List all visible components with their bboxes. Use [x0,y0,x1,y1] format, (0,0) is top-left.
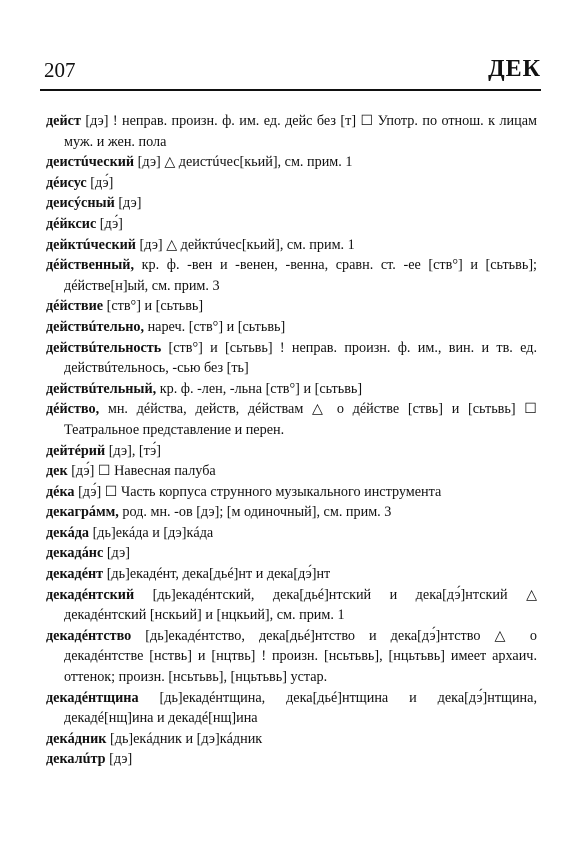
entry-headword: декадéнтщина [46,689,139,706]
entry-body: род. мн. -ов [дэ]; [м одиночный], см. прим. 3 [118,504,392,521]
dictionary-entry [46,338,537,379]
entry-headword: дейст [46,113,81,129]
entry-headword: дейктúческий [46,236,136,253]
dictionary-entry [46,543,537,564]
dictionary-entry [46,173,537,194]
dictionary-entry [46,482,537,503]
entry-headword: дéйство, [46,401,100,418]
dictionary-entry [46,235,537,256]
entry-body: [дэ́] ☐ Навесная палуба [67,463,216,480]
entry-body: [ств°] и [сьтьвь] ! неправ. произн. ф. им., вин. и тв. ед. действúтельнось, -сью без [ть] [64,339,537,377]
entry-headword: декалúтр [46,751,106,768]
entry-headword: декадéнт [46,566,104,583]
guide-word: ДЕК [488,56,541,82]
entry-body: [дэ] ! неправ. произн. ф. им. ед. дейс без [т] ☐ Употр. по отнош. к лицам муж. и жен. пола [64,113,537,150]
entry-headword: деистúческий [46,154,135,171]
page-header [40,58,541,88]
dictionary-entry [46,523,537,544]
entry-body: [дь]екáдник и [дэ]кáдник [106,730,263,747]
dictionary-entry [46,317,537,338]
entry-headword: декадéнтство [46,627,132,644]
dictionary-entry [46,749,537,770]
entry-headword: действúтельность [46,339,162,356]
entry-body: [дэ] [105,751,133,768]
entry-body: нареч. [ств°] и [сьтьвь] [144,318,286,335]
dictionary-entry [46,214,537,235]
entry-body: [дэ], [тэ́] [105,442,161,459]
dictionary-entry [46,626,537,688]
entry-body: [дь]екáда и [дэ]кáда [89,524,214,541]
dictionary-entry [46,585,537,626]
dictionary-entry [46,441,537,462]
entry-body: [дэ́] ☐ Часть корпуса струнного музыкального инструмента [74,483,442,500]
entry-headword: дейтéрий [46,442,106,459]
dictionary-entry [46,111,537,152]
entry-headword: дéйствие [46,298,104,315]
entry-body: [дэ́] [96,215,123,232]
entry-body: [дь]екадéнтщина, дека[дьé]нтщина и дека[дэ́]нтщина, декадé[нщ]ина и декадé[нщ]ина [64,689,537,727]
entry-body: кр. ф. -вен и -венен, -венна, сравн. ст. -ее [ств°] и [сьтьвь]; дéйстве[н]ый, см. прим. 3 [64,257,537,294]
dictionary-entry [46,461,537,482]
entry-headword: дéйственный, [46,257,135,274]
entry-body: [дэ] △ деистúчес[кьий], см. прим. 1 [134,154,353,171]
entry-body: [дь]екадéнт, дека[дьé]нт и дека[дэ́]нт [103,566,331,583]
entry-body: [дэ́] [86,174,114,191]
entries-column [46,111,537,770]
dictionary-entry [46,729,537,750]
entry-headword: действúтельно, [46,318,145,335]
entry-headword: дéка [46,483,75,500]
dictionary-entry [46,152,537,173]
entry-headword: декáда [46,524,90,541]
entry-headword: декадáнс [46,545,104,562]
entry-headword: деисýсный [46,195,115,212]
entry-body: кр. ф. -лен, -льна [ств°] и [сьтьвь] [156,380,363,397]
entry-headword: дéйксис [46,215,97,232]
entry-body: [дэ] [114,195,142,212]
entry-body: [дэ] △ дейктúчес[кьий], см. прим. 1 [135,236,355,253]
entry-body: [дь]екадéнтство, дека[дьé]нтство и дека[дэ́]нтство △ о декадéнтстве [нствь] и [нцтвь] ! произн. [нсьтьвь], [нцьтьвь] имеет архаич. оттенок; произн. [нсьтьвь], [нцьтьвь] устар. [64,627,537,686]
dictionary-entry [46,193,537,214]
entry-body: мн. дéйства, действ, дéйствам △ о дéйстве [ствь] и [сьтьвь] ☐ Театральное представление и перен. [64,401,537,438]
dictionary-entry [46,688,537,729]
dictionary-entry [46,564,537,585]
entry-body: [ств°] и [сьтьвь] [103,298,204,315]
entry-headword: декáдник [46,730,107,747]
entry-body: [дь]екадéнтский, дека[дьé]нтский и дека[дэ́]нтский △ декадéнтский [нскьий] и [нцкьий], см. прим. 1 [64,586,537,624]
page-number: 207 [44,58,76,82]
dictionary-entry [46,379,537,400]
dictionary-entry [46,502,537,523]
header-rule [40,89,541,91]
entry-headword: действúтельный, [46,380,157,397]
entry-headword: дек [46,463,68,480]
dictionary-entry [46,399,537,440]
dictionary-entry [46,255,537,296]
entry-body: [дэ] [103,545,130,562]
dictionary-entry [46,296,537,317]
entry-headword: декагрáмм, [46,504,119,521]
entry-headword: декадéнтский [46,586,135,603]
entry-headword: дéисус [46,174,87,191]
